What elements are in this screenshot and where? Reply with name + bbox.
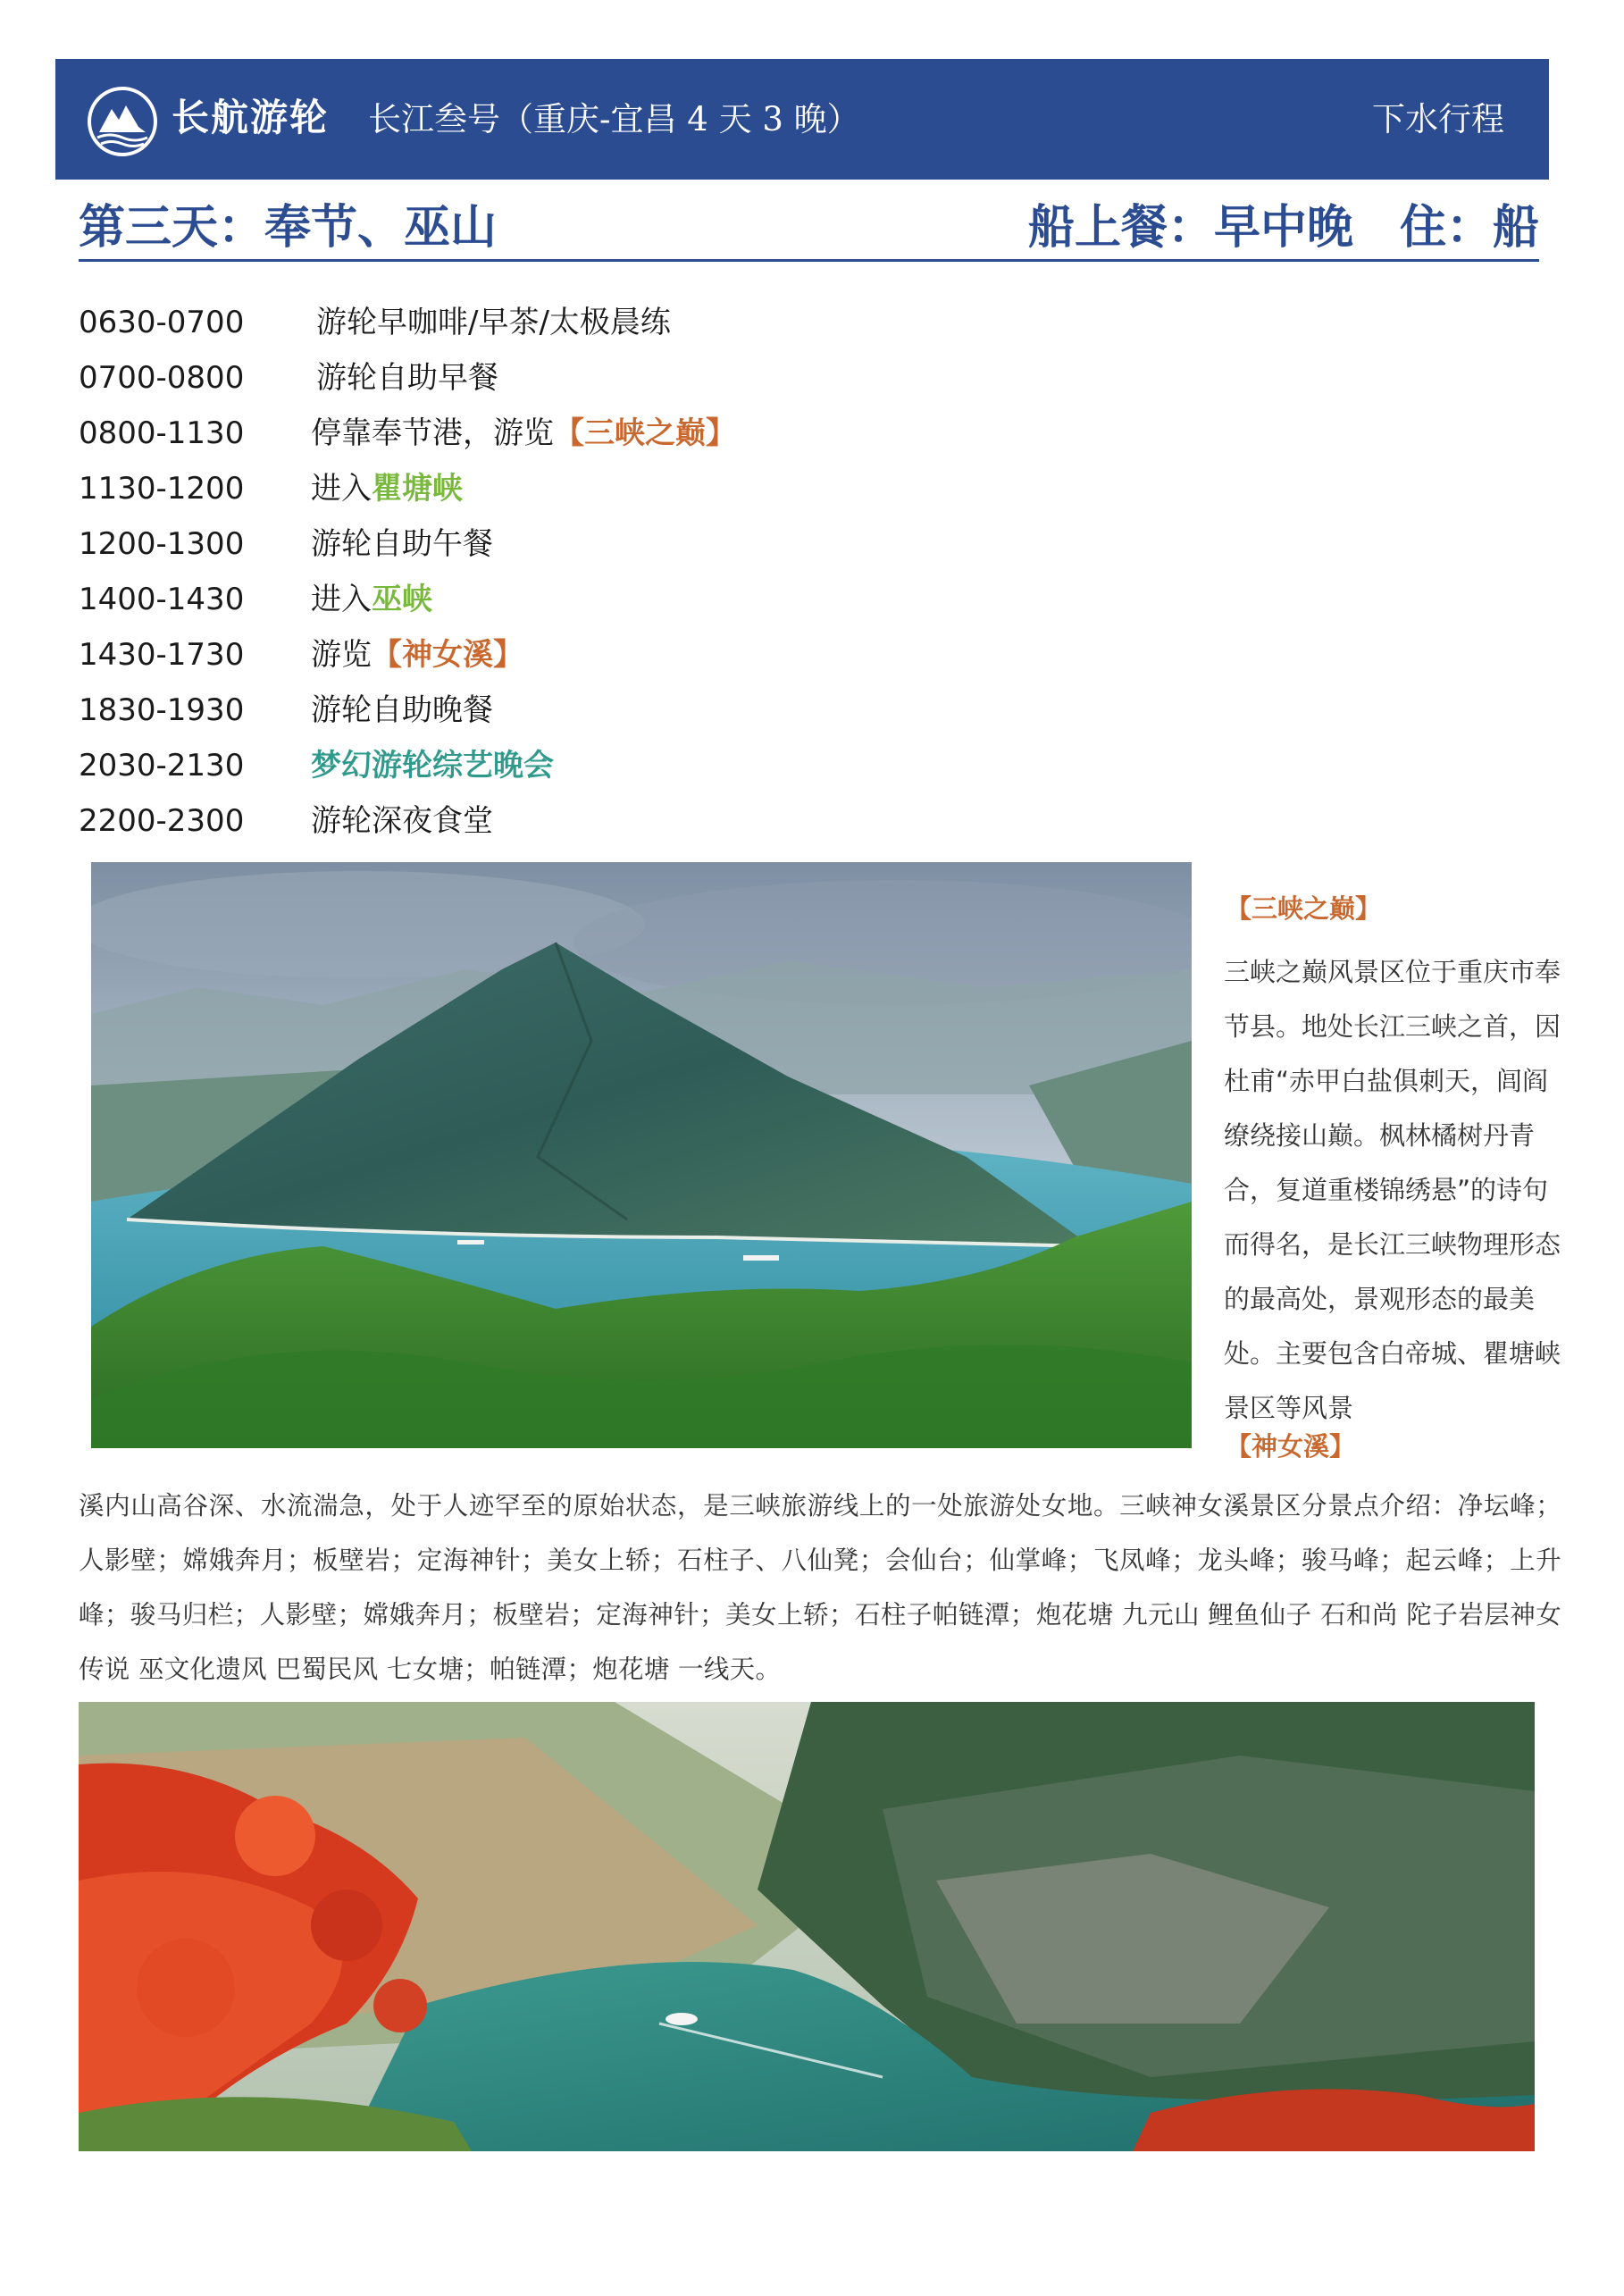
shennv-title: 【神女溪】 <box>1226 1431 1356 1462</box>
direction-label: 下水行程 <box>1372 100 1504 138</box>
schedule-row <box>79 572 1240 627</box>
schedule-time: 0800-1130 <box>79 415 245 451</box>
activity-highlight: 【三峡之巅】 <box>554 415 736 451</box>
meals-label: 船上餐：早中晚 <box>1027 200 1353 255</box>
schedule-row <box>79 516 1240 572</box>
activity-highlight: 瞿塘峡 <box>372 471 463 507</box>
activity-text: 游轮早咖啡/早茶/太极晨练 <box>316 305 671 340</box>
schedule-activity <box>311 683 493 738</box>
route-title: 长江叁号（重庆-宜昌 4 天 3 晚） <box>368 100 860 138</box>
activity-text: 游轮自助早餐 <box>316 360 498 396</box>
schedule-time: 1200-1300 <box>79 526 245 562</box>
activity-highlight: 【神女溪】 <box>372 637 523 673</box>
schedule-row <box>79 461 1240 516</box>
schedule-row <box>79 793 1240 849</box>
schedule-activity <box>311 572 432 627</box>
schedule-activity <box>316 350 498 406</box>
schedule-list <box>79 295 1240 849</box>
schedule-time: 0700-0800 <box>79 360 245 396</box>
schedule-time: 2030-2130 <box>79 748 245 783</box>
shennv-creek-photo <box>79 1702 1535 2151</box>
schedule-activity <box>311 516 493 572</box>
activity-highlight: 梦幻游轮综艺晚会 <box>311 748 554 783</box>
schedule-time: 1400-1430 <box>79 582 245 617</box>
day-heading <box>79 198 1539 262</box>
schedule-row <box>79 683 1240 738</box>
schedule-time: 2200-2300 <box>79 803 245 839</box>
schedule-row <box>79 350 1240 406</box>
schedule-time: 1430-1730 <box>79 637 245 673</box>
sanxia-title: 【三峡之巅】 <box>1226 893 1382 924</box>
meals-stay <box>1028 198 1539 257</box>
schedule-time: 1130-1200 <box>79 471 245 507</box>
sanxia-description: 三峡之巅风景区位于重庆市奉节县。地处长江三峡之首，因杜甫“赤甲白盐俱刺天，闾阎缭绕接山巅。枫林橘树丹青合，复道重楼锦绣悬”的诗句而得名，是长江三峡物理形态的最高处，景观形态的最美处。主要包含白帝城、瞿塘峡景区等风景 <box>1224 957 1561 1423</box>
cruise-logo-icon <box>87 86 158 157</box>
sanxia-summit-photo <box>91 862 1192 1448</box>
activity-text: 停靠奉节港，游览 <box>311 415 554 451</box>
schedule-activity <box>316 295 671 350</box>
day-title: 第三天：奉节、巫山 <box>79 200 498 255</box>
activity-text: 游轮自助晚餐 <box>311 692 493 728</box>
activity-text: 游轮自助午餐 <box>311 526 493 562</box>
schedule-activity <box>311 793 493 849</box>
schedule-activity <box>311 406 736 461</box>
schedule-time: 1830-1930 <box>79 692 245 728</box>
activity-highlight: 巫峡 <box>372 582 432 617</box>
activity-text: 进入 <box>311 582 372 617</box>
schedule-row <box>79 627 1240 683</box>
schedule-row <box>79 295 1240 350</box>
schedule-row <box>79 406 1240 461</box>
schedule-activity <box>311 738 554 793</box>
schedule-activity <box>311 461 463 516</box>
stay-label: 住：船 <box>1399 200 1539 255</box>
shennv-description: 溪内山高谷深、水流湍急，处于人迹罕至的原始状态，是三峡旅游线上的一处旅游处女地。三峡神女溪景区分景点介绍：净坛峰；人影壁；嫦娥奔月；板壁岩；定海神针；美女上轿；石柱子、八仙凳；会仙台；仙掌峰；飞凤峰；龙头峰；骏马峰；起云峰；上升峰；骏马归栏；人影壁；嫦娥奔月；板壁岩；定海神针；美女上轿；石柱子帕链潭；炮花塘 九元山 鲤鱼仙子 石和尚 陀子岩层神女传说 巫文化遗风 巴蜀民风 七女塘；帕链潭；炮花塘 一线天。 <box>79 1491 1561 1684</box>
schedule-activity <box>311 627 523 683</box>
header-banner <box>55 59 1549 180</box>
schedule-time: 0630-0700 <box>79 305 245 340</box>
activity-text: 进入 <box>311 471 372 507</box>
activity-text: 游览 <box>311 637 372 673</box>
schedule-row <box>79 738 1240 793</box>
activity-text: 游轮深夜食堂 <box>311 803 493 839</box>
brand-name: 长航游轮 <box>172 96 330 139</box>
